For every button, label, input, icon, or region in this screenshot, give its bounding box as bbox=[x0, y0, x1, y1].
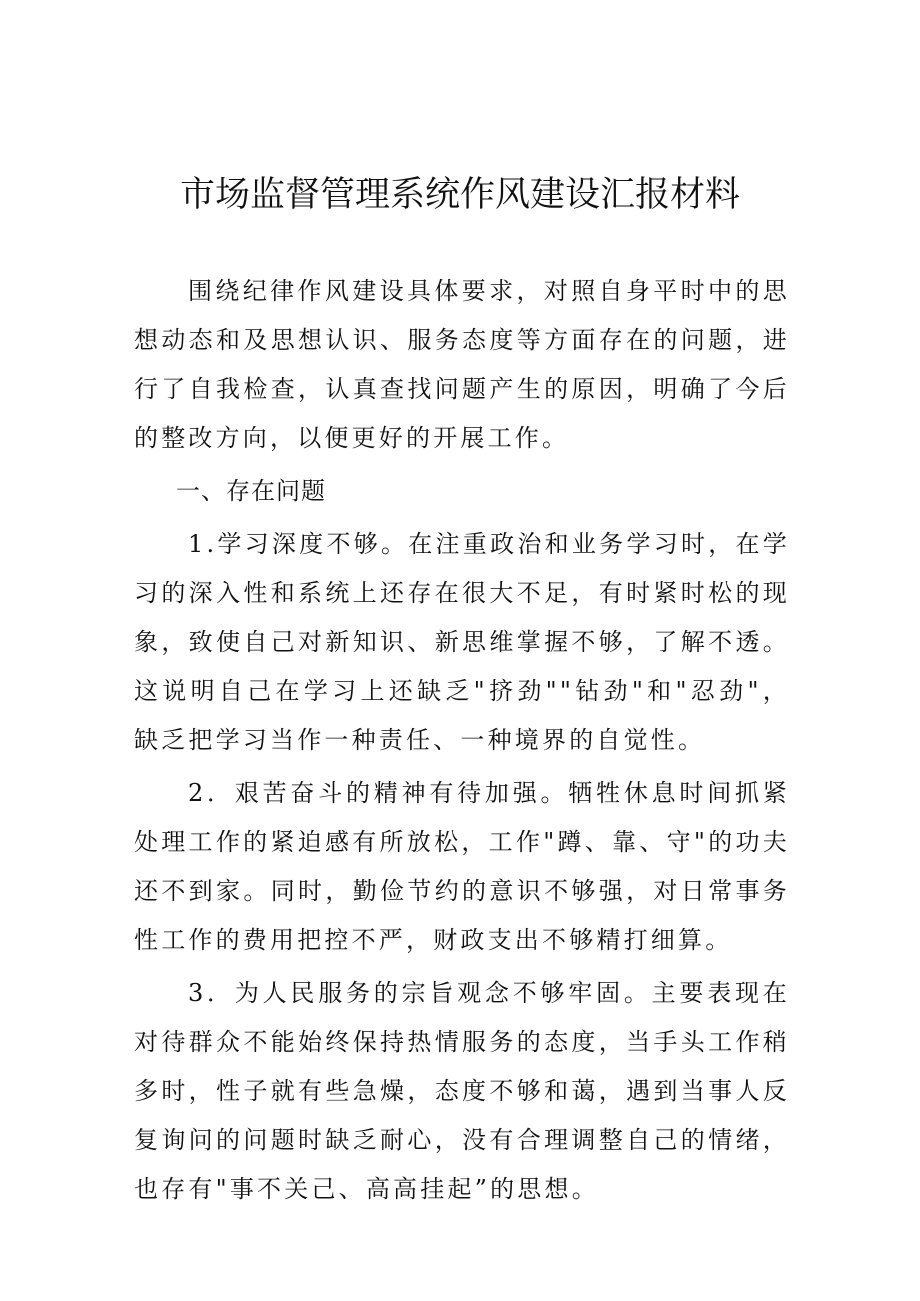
problem-item-3: 3．为人民服务的宗旨观念不够牢固。主要表现在对待群众不能始终保持热情服务的态度，当手头工作稍多时，性子就有些急燥，态度不够和蔼，遇到当事人反复询问的问题时缺乏耐心，没有合理调整自己的情绪，也存有"事不关己、高高挂起”的思想。 bbox=[134, 979, 790, 1203]
document-title: 市场监督管理系统作风建设汇报材料 bbox=[179, 175, 740, 215]
intro-paragraph: 围绕纪律作风建设具体要求，对照自身平时中的思想动态和及思想认识、服务态度等方面存在的问题，进行了自我检查，认真查找问题产生的原因，明确了今后的整改方向，以便更好的开展工作。 bbox=[134, 277, 790, 452]
document-body bbox=[134, 267, 790, 1214]
section-heading-problems: 一、存在问题 bbox=[176, 477, 326, 505]
problem-item-2: 2．艰苦奋斗的精神有待加强。牺牲休息时间抓紧处理工作的紧迫感有所放松，工作"蹲、靠、守"的功夫还不到家。同时，勤俭节约的意识不够强，对日常事务性工作的费用把控不严，财政支出不够精打细算。 bbox=[134, 779, 790, 954]
problem-item-1: 1.学习深度不够。在注重政治和业务学习时，在学习的深入性和系统上还存在很大不足，有时紧时松的现象，致使自己对新知识、新思维掌握不够，了解不透。这说明自己在学习上还缺乏"挤劲""钻劲"和"忍劲"，缺乏把学习当作一种责任、一种境界的自觉性。 bbox=[134, 530, 790, 754]
